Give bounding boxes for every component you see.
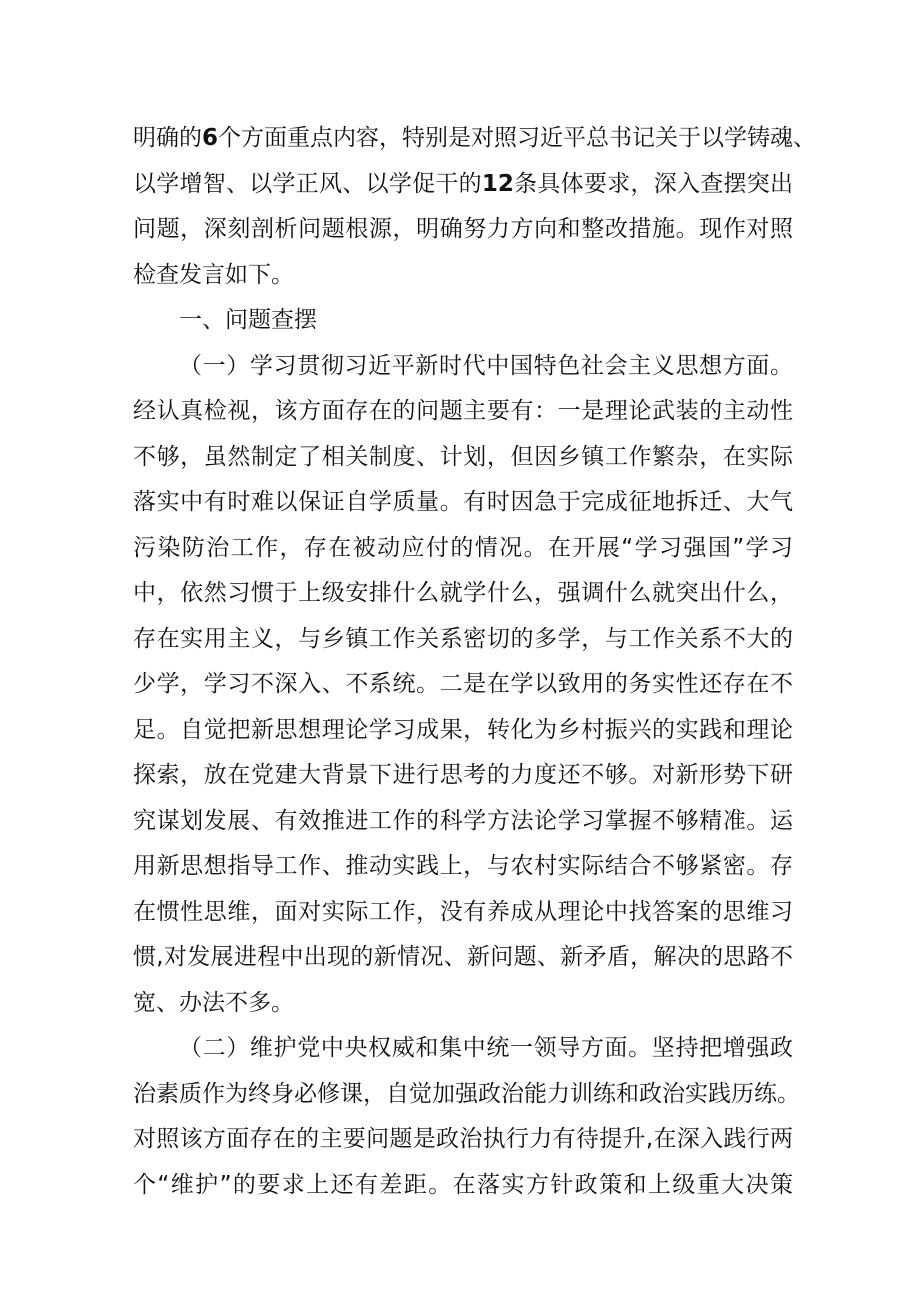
section-heading: 一、问题查摆 <box>179 307 317 333</box>
para1-line: 惯,对发展进程中出现的新情况、新问题、新矛盾，解决的思路不 <box>133 944 793 970</box>
para1-line: 足。自觉把新思想理论学习成果，转化为乡村振兴的实践和理论 <box>133 716 793 743</box>
para1-line: 污染防治工作，存在被动应付的情况。在开展“学习强国”学习 <box>133 534 793 561</box>
para1-line: 探索，放在党建大背景下进行思考的力度还不够。对新形势下研 <box>133 762 793 788</box>
intro-line-2 <box>133 162 793 208</box>
para1-line: 在惯性思维，面对实际工作，没有养成从理论中找答案的思维习 <box>133 898 793 925</box>
para1-line: 少学，学习不深入、不系统。二是在学以致用的务实性还存在不 <box>133 671 793 697</box>
text-run: 以学增智、以学正风、以学促干的 <box>133 170 482 197</box>
para2-line: 对照该方面存在的主要问题是政治执行力有待提升,在深入践行两 <box>133 1126 793 1152</box>
para1-line: 存在实用主义，与乡镇工作关系密切的多学，与工作关系不大的 <box>133 625 793 652</box>
para2-line: （二）维护党中央权威和集中统一领导方面。坚持把增强政 <box>179 1035 793 1061</box>
text-run: 明确的 <box>133 125 202 151</box>
para1-line: 落实中有时难以保证自学质量。有时因急于完成征地拆迁、大气 <box>133 489 793 515</box>
bold-number: 12 <box>481 170 514 197</box>
para1-line: 不够，虽然制定了相关制度、计划，但因乡镇工作繁杂，在实际 <box>133 443 793 470</box>
intro-line-4: 检查发言如下。 <box>133 261 294 288</box>
intro-line-1 <box>133 116 817 162</box>
para2-line: 治素质作为终身必修课，自觉加强政治能力训练和政治实践历练。 <box>133 1080 800 1107</box>
para1-line: 中，依然习惯于上级安排什么就学什么，强调什么就突出什么， <box>133 580 793 606</box>
para1-line: 经认真检视，该方面存在的问题主要有：一是理论武装的主动性 <box>133 398 793 424</box>
text-run: 个方面重点内容，特别是对照习近平总书记关于以学铸魂、 <box>218 125 817 151</box>
para2-line: 个“维护”的要求上还有差距。在落实方针政策和上级重大决策 <box>133 1171 793 1198</box>
para1-line: 究谋划发展、有效推进工作的科学方法论学习掌握不够精准。运 <box>133 807 793 834</box>
text-run: 条具体要求，深入查摆突出 <box>513 170 794 197</box>
para1-line: （一）学习贯彻习近平新时代中国特色社会主义思想方面。 <box>179 352 793 379</box>
intro-line-3: 问题，深刻剖析问题根源，明确努力方向和整改措施。现作对照 <box>133 216 793 242</box>
document-body <box>133 116 817 1208</box>
para1-line: 用新思想指导工作、推动实践上，与农村实际结合不够紧密。存 <box>133 853 793 879</box>
para1-line: 宽、办法不多。 <box>133 989 294 1016</box>
bold-number: 6 <box>202 125 219 151</box>
